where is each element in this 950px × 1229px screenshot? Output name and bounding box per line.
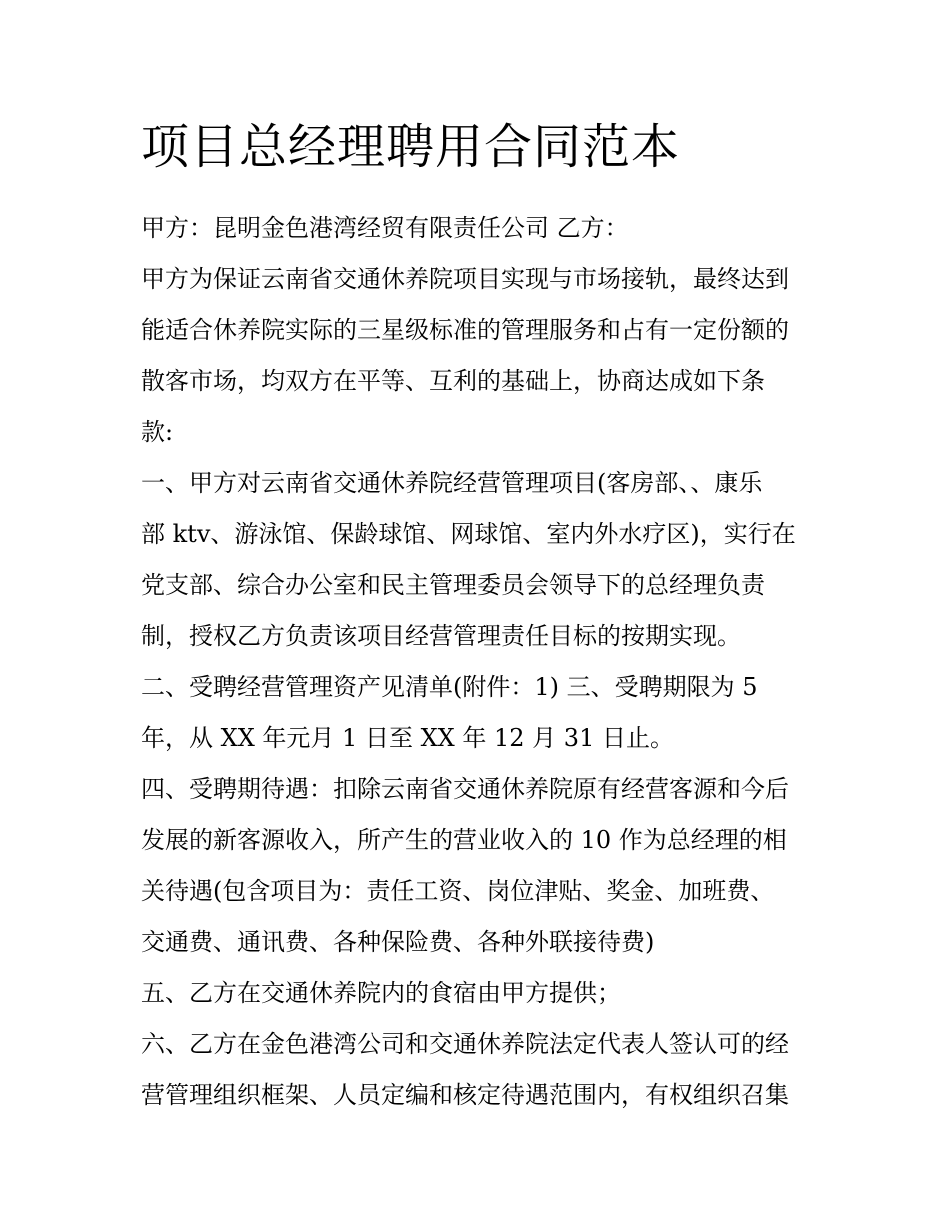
text-line: 甲方：昆明金色港湾经贸有限责任公司 乙方：	[141, 214, 629, 242]
text-line: 甲方为保证云南省交通休养院项目实现与市场接轨，最终达到	[141, 265, 789, 293]
text-line: 能适合休养院实际的三星级标准的管理服务和占有一定份额的	[141, 316, 789, 344]
text-line: 制，授权乙方负责该项目经营管理责任目标的按期实现。	[141, 622, 741, 650]
text-line: 营管理组织框架、人员定编和核定待遇范围内，有权组织召集	[141, 1081, 789, 1109]
text-line: 关待遇(包含项目为：责任工资、岗位津贴、奖金、加班费、	[141, 877, 775, 905]
text-line: 二、受聘经营管理资产见清单(附件：1) 三、受聘期限为 5	[141, 673, 758, 701]
text-line: 款:	[141, 418, 174, 446]
text-line: 散客市场，均双方在平等、互利的基础上，协商达成如下条	[141, 367, 765, 395]
text-line: 发展的新客源收入，所产生的营业收入的 10 作为总经理的相	[141, 826, 787, 854]
text-line: 部 ktv、游泳馆、保龄球馆、网球馆、室内外水疗区)，实行在	[141, 520, 796, 548]
text-line: 五、乙方在交通休养院内的食宿由甲方提供；	[141, 979, 621, 1007]
text-line: 一、甲方对云南省交通休养院经营管理项目(客房部、、康乐	[141, 469, 763, 497]
text-line: 年，从 XX 年元月 1 日至 XX 年 12 月 31 日止。	[141, 724, 674, 752]
text-line: 六、乙方在金色港湾公司和交通休养院法定代表人签认可的经	[141, 1030, 789, 1058]
text-line: 交通费、通讯费、各种保险费、各种外联接待费)	[141, 928, 655, 956]
document-body	[141, 203, 813, 1121]
text-line: 四、受聘期待遇：扣除云南省交通休养院原有经营客源和今后	[141, 775, 789, 803]
document-title: 项目总经理聘用合同范本	[141, 119, 681, 175]
text-line: 党支部、综合办公室和民主管理委员会领导下的总经理负责	[141, 571, 765, 599]
